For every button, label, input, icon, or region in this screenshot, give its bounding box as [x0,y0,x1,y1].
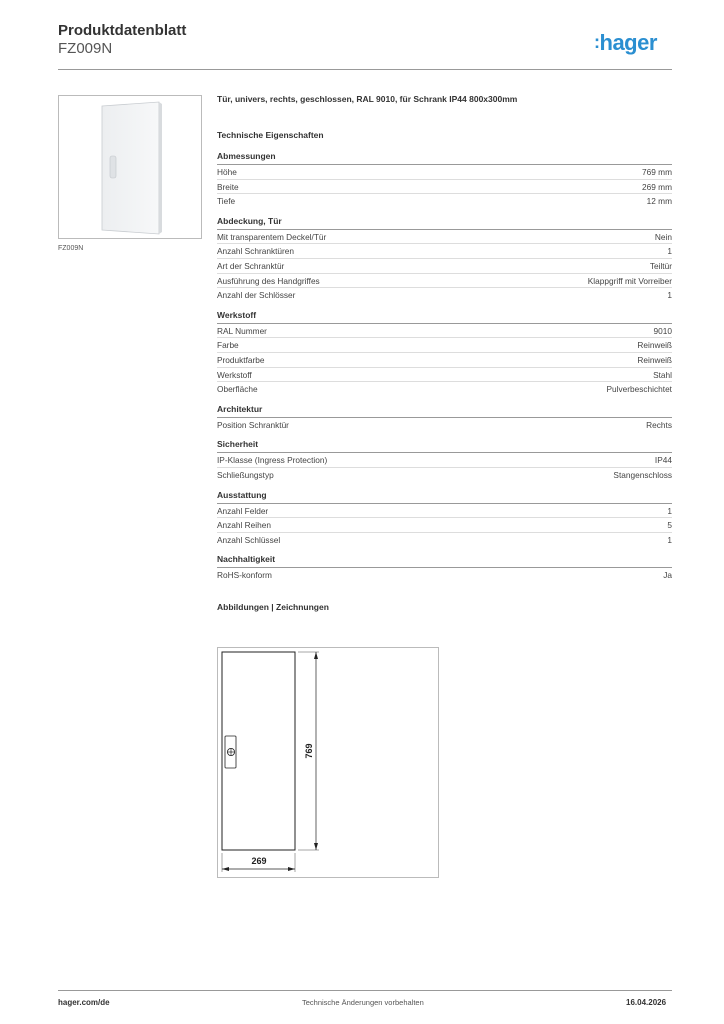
property-label: Breite [217,181,239,192]
property-value: Ja [663,570,672,581]
property-row [217,453,672,468]
property-label: Mit transparentem Deckel/Tür [217,231,327,242]
property-label: Farbe [217,340,239,351]
property-row [217,533,672,548]
property-label: Art der Schranktür [217,260,285,271]
property-value: Stangenschloss [613,469,672,480]
logo-text: hager [599,30,657,55]
property-row [217,274,672,289]
property-row [217,180,672,195]
footer-date: 16.04.2026 [626,998,667,1007]
property-label: IP-Klasse (Ingress Protection) [217,455,328,466]
property-row [217,194,672,209]
property-value: 1 [667,505,672,516]
property-label: Tiefe [217,196,236,207]
property-value: 1 [667,246,672,257]
property-row [217,504,672,519]
section-title: Sicherheit [217,439,672,453]
section-rows [217,165,672,209]
header-title: Produktdatenblatt [58,22,187,39]
section-title: Abdeckung, Tür [217,216,672,230]
property-value: IP44 [654,455,672,466]
property-value: Pulverbeschichtet [606,384,672,395]
main-content [217,94,672,612]
property-value: 5 [667,520,672,531]
property-label: Anzahl Felder [217,505,269,516]
property-row [217,568,672,583]
property-row [217,468,672,483]
section-rows [217,418,672,433]
width-dimension-label: 269 [251,856,267,866]
section-title: Werkstoff [217,310,672,324]
section-rows [217,568,672,583]
property-row [217,353,672,368]
property-row [217,259,672,274]
property-value: Stahl [653,369,672,380]
property-row [217,382,672,397]
section-rows [217,230,672,303]
tech-properties-title: Technische Eigenschaften [217,130,324,140]
product-code: FZ009N [58,40,113,57]
property-label: Position Schranktür [217,419,289,430]
section-title: Nachhaltigkeit [217,554,672,568]
property-section [217,490,672,548]
property-section [217,216,672,303]
property-row [217,230,672,245]
property-section [217,554,672,583]
property-label: Höhe [217,167,237,177]
property-row [217,518,672,533]
hager-logo[interactable] [594,30,657,56]
property-label: Anzahl Schlüssel [217,534,281,545]
technical-drawing [217,647,439,878]
footer-website-link[interactable]: hager.com/de [58,998,110,1007]
property-label: Oberfläche [217,384,258,395]
property-row [217,368,672,383]
logo-dots-icon: : [594,32,600,52]
property-value: 9010 [653,325,672,336]
property-section [217,151,672,209]
property-label: Produktfarbe [217,354,265,365]
property-row [217,418,672,433]
property-section [217,404,672,433]
footer-divider [58,990,672,991]
property-value: Nein [654,231,672,242]
property-label: Schließungstyp [217,469,274,480]
section-title: Ausstattung [217,490,672,504]
section-title: Architektur [217,404,672,418]
property-section [217,310,672,397]
property-label: Werkstoff [217,369,252,380]
height-dimension-label: 769 [304,743,314,759]
header-divider [58,69,672,70]
figures-title: Abbildungen | Zeichnungen [217,601,329,612]
property-value: Reinweiß [637,340,672,351]
property-value: Teiltür [649,260,672,271]
property-label: Anzahl der Schlösser [217,290,296,301]
property-row [217,338,672,353]
product-thumbnail [58,95,202,239]
property-value: Klappgriff mit Vorreiber [587,275,672,286]
section-rows [217,504,672,548]
property-value: 12 mm [646,196,672,207]
property-value: Rechts [646,419,672,430]
property-value: 1 [667,290,672,301]
property-label: Anzahl Schranktüren [217,246,295,257]
property-row [217,288,672,303]
section-rows [217,324,672,397]
property-label: Anzahl Reihen [217,520,271,531]
property-label: Ausführung des Handgriffes [217,275,320,286]
door-thumbnail-image [59,96,203,240]
property-row [217,244,672,259]
property-value: 269 mm [642,181,672,192]
property-label: RAL Nummer [217,325,267,336]
property-value: 769 mm [642,167,672,177]
section-title: Abmessungen [217,151,672,165]
section-rows [217,453,672,482]
property-value: Reinweiß [637,354,672,365]
property-row [217,165,672,180]
thumbnail-caption: FZ009N [58,245,84,252]
property-label: RoHS-konform [217,570,272,581]
properties-sections [217,151,672,583]
door-drawing [218,648,440,879]
product-description: Tür, univers, rechts, geschlossen, RAL 9010, für Schrank IP44 800x300mm [217,94,518,104]
footer-disclaimer: Technische Änderungen vorbehalten [302,998,424,1007]
property-row [217,324,672,339]
property-value: 1 [667,534,672,545]
property-section [217,439,672,482]
